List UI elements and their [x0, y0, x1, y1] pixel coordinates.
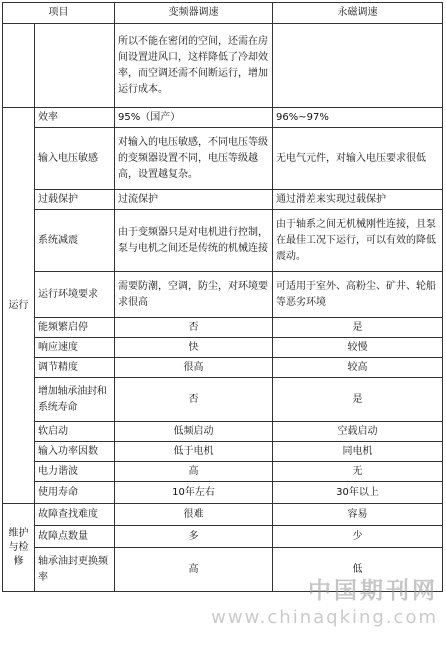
table-row — [3, 24, 443, 108]
row-item: 过载保护 — [35, 190, 115, 210]
row-item: 调节精度 — [35, 358, 115, 378]
row-pm: 96%~97% — [273, 108, 443, 128]
row-pm: 较慢 — [273, 338, 443, 358]
category-cell-empty — [3, 24, 35, 108]
row-item: 效率 — [35, 108, 115, 128]
table-row — [3, 422, 443, 442]
category-maint: 维护与检修 — [3, 504, 35, 592]
watermark-url: www.chinaqking.com — [211, 607, 438, 628]
comparison-table — [2, 2, 443, 592]
category-run: 运行 — [3, 108, 35, 504]
table-header-row — [3, 3, 443, 24]
row-vfd: 对输入的电压敏感，不同电压等级的变频器设置不同，电压等级越高，设置越复杂。 — [115, 128, 273, 190]
row-vfd: 低频启动 — [115, 422, 273, 442]
row-vfd: 95%（国产） — [115, 108, 273, 128]
table-row — [3, 378, 443, 422]
row-item: 软启动 — [35, 422, 115, 442]
row-pm: 可适用于室外、高粉尘、矿井、轮船等恶劣环境 — [273, 272, 443, 318]
table-row — [3, 358, 443, 378]
row-pm: 低 — [273, 548, 443, 592]
row-pm: 是 — [273, 318, 443, 338]
row-item: 系统减震 — [35, 210, 115, 272]
row-pm: 少 — [273, 526, 443, 548]
row-item: 电力谐波 — [35, 462, 115, 482]
row-vfd: 过流保护 — [115, 190, 273, 210]
table-row — [3, 338, 443, 358]
row-pm: 30年以上 — [273, 482, 443, 504]
header-vfd: 变频器调速 — [115, 3, 273, 24]
table-row — [3, 318, 443, 338]
table-row — [3, 482, 443, 504]
row-item: 输入电压敏感 — [35, 128, 115, 190]
row-vfd: 由于变频器只是对电机进行控制，泵与电机之间还是传统的机械连接 — [115, 210, 273, 272]
row-pm: 空载启动 — [273, 422, 443, 442]
table-row — [3, 442, 443, 462]
header-item: 项目 — [3, 3, 115, 24]
row-item: 故障查找难度 — [35, 504, 115, 526]
row-pm: 是 — [273, 378, 443, 422]
row-item: 能频繁启停 — [35, 318, 115, 338]
row-pm: 容易 — [273, 504, 443, 526]
row-item — [35, 24, 115, 108]
row-pm: 较高 — [273, 358, 443, 378]
table-row — [3, 272, 443, 318]
table-row — [3, 108, 443, 128]
row-vfd: 快 — [115, 338, 273, 358]
row-vfd: 所以不能在密闭的空间，还需在房间设置进风口，这样降低了冷却效率，而空调还需不间断运行，增加运行成本。 — [115, 24, 273, 108]
row-vfd: 高 — [115, 462, 273, 482]
row-item: 响应速度 — [35, 338, 115, 358]
row-vfd: 否 — [115, 378, 273, 422]
row-pm: 无 — [273, 462, 443, 482]
row-vfd: 高 — [115, 548, 273, 592]
table-row — [3, 128, 443, 190]
row-item: 故障点数量 — [35, 526, 115, 548]
row-item: 使用寿命 — [35, 482, 115, 504]
row-item: 轴承油封更换频率 — [35, 548, 115, 592]
row-vfd: 低于电机 — [115, 442, 273, 462]
row-vfd: 多 — [115, 526, 273, 548]
row-item: 增加轴承油封和系统寿命 — [35, 378, 115, 422]
row-vfd: 需要防潮，空调，防尘，对环境要求很高 — [115, 272, 273, 318]
row-pm — [273, 24, 443, 108]
table-row — [3, 190, 443, 210]
row-pm: 通过滑差来实现过载保护 — [273, 190, 443, 210]
row-pm: 同电机 — [273, 442, 443, 462]
row-pm: 无电气元件，对输入电压要求很低 — [273, 128, 443, 190]
row-vfd: 很难 — [115, 504, 273, 526]
watermark-cn: 中国期刊网 — [308, 577, 438, 604]
row-item: 输入功率因数 — [35, 442, 115, 462]
table-row — [3, 526, 443, 548]
header-pm: 永磁调速 — [273, 3, 443, 24]
row-vfd: 10年左右 — [115, 482, 273, 504]
table-row — [3, 504, 443, 526]
table-row — [3, 210, 443, 272]
row-pm: 由于轴系之间无机械刚性连接，且泵在最佳工况下运行，可以有效的降低震动。 — [273, 210, 443, 272]
table-row — [3, 462, 443, 482]
table-row — [3, 548, 443, 592]
row-item: 运行环境要求 — [35, 272, 115, 318]
row-vfd: 很高 — [115, 358, 273, 378]
row-vfd: 否 — [115, 318, 273, 338]
